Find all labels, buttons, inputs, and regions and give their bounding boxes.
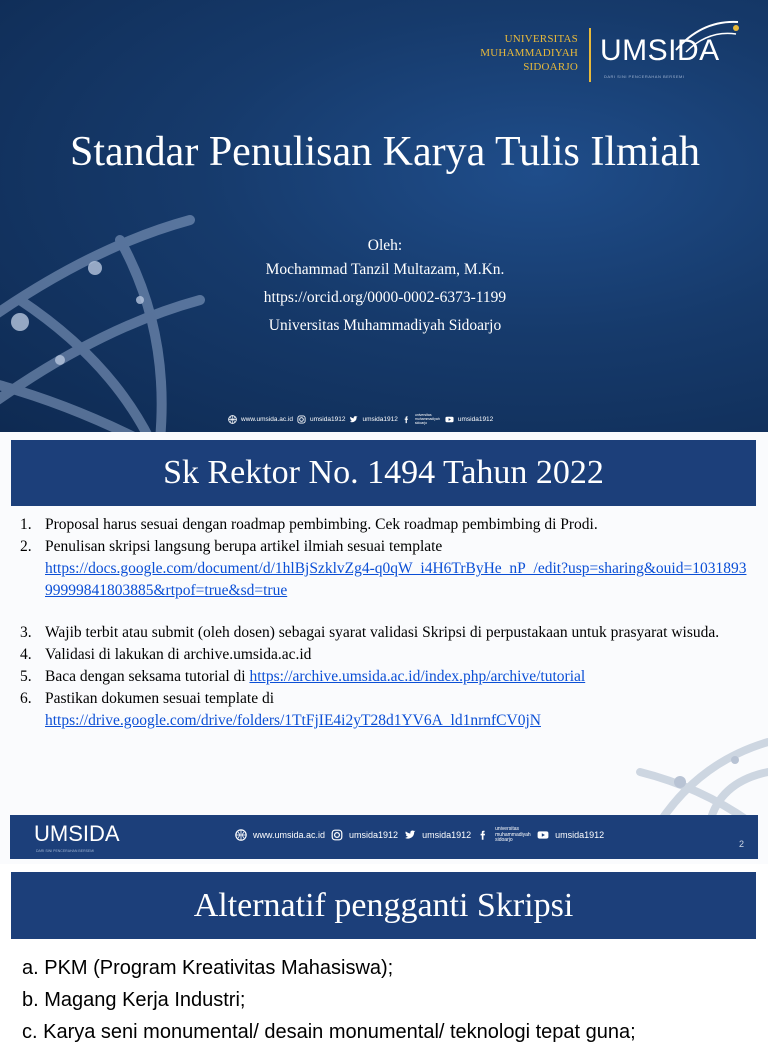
list-item [20,622,750,644]
slide-footer [10,815,758,859]
regulation-slide [0,432,768,864]
list-item [20,666,750,688]
globe-icon [235,829,247,841]
youtube-icon [537,829,549,841]
by-label: Oleh: [367,237,403,254]
social-links [235,827,604,844]
slide-header [11,440,756,506]
tutorial-link[interactable]: https://archive.umsida.ac.id/index.php/archive/tutorial [249,668,586,685]
item-text: Proposal harus sesuai dengan roadmap pembimbing. Cek roadmap pembimbing di Prodi. [45,516,598,533]
affiliation: Universitas Muhammadiyah Sidoarjo [268,317,502,334]
social-links [228,413,493,425]
slide-title: Alternatif pengganti Skripsi [193,887,574,924]
list-item [20,514,750,536]
youtube-handle: umsida1912 [457,415,494,423]
youtube-handle: umsida1912 [555,830,605,841]
instagram-icon [331,829,343,841]
institution-line: SIDOARJO [523,61,578,73]
facebook-icon [402,415,411,424]
instagram-icon [297,415,306,424]
twitter-handle: umsida1912 [422,830,472,841]
institution-name [440,32,578,74]
item-content [45,688,750,732]
item-number: 3. [20,624,32,641]
twitter-icon [404,829,416,841]
logo-tagline: DARI SINI PENCERAHAN BERSEMI [36,849,95,853]
item-text: Wajib terbit atau submit (oleh dosen) sebagai syarat validasi Skripsi di perpustakaan untuk prasyarat wisuda. [45,624,720,641]
twitter-icon [349,415,358,424]
item-number: 2. [20,538,32,555]
author-info [140,236,630,340]
item-number: 5. [20,668,32,685]
slide-title: Standar Penulisan Karya Tulis Ilmiah [70,129,700,175]
facebook-icon [477,829,489,841]
umsida-logo: UMSIDA [34,821,120,846]
list-item: c. Karya seni monumental/ desain monumental/ teknologi tepat guna; [22,1021,636,1043]
orcid-link: https://orcid.org/0000-0002-6373-1199 [263,289,507,306]
item-text: Validasi di lakukan di archive.umsida.ac.id [45,646,312,663]
slide-title: Sk Rektor No. 1494 Tahun 2022 [163,454,604,491]
facebook-name: universitas muhammadiyah sidoarjo [495,826,531,843]
logo-divider [589,28,591,82]
alternatives-list [22,952,636,1048]
item-text: Pastikan dokumen sesuai template di [45,690,275,707]
item-content [45,666,750,688]
facebook-name: universitas muhammadiyah sidoarjo [414,413,440,425]
slide-header [11,872,756,939]
network-decoration [640,732,768,822]
list-item [20,688,750,732]
list-item: a. PKM (Program Kreativitas Mahasiswa); [22,957,394,979]
globe-icon [228,415,237,424]
instagram-handle: umsida1912 [310,415,346,423]
institution-line: UNIVERSITAS [504,33,578,45]
author-name: Mochammad Tanzil Multazam, M.Kn. [265,261,505,278]
list-item: b. Magang Kerja Industri; [22,989,246,1011]
alternatives-slide [0,864,768,1043]
item-number: 1. [20,516,32,533]
template-folder-link[interactable]: https://drive.google.com/drive/folders/1TtFjIE4i2yT28d1YV6A_ld1nrnfCV0jN [45,712,541,729]
item-content [45,536,750,602]
item-text: Baca dengan seksama tutorial di [45,668,250,685]
umsida-logo: UMSIDA [600,34,720,67]
page-number: 2 [738,839,744,849]
template-doc-link[interactable]: https://docs.google.com/document/d/1hlBjSzklvZg4-q0qW_i4H6TrByHe_nP_/edit?usp=sharing&ouid=103189399999841803885&rtpof=true&sd=true [45,560,747,599]
instagram-handle: umsida1912 [349,830,399,841]
title-slide [0,0,768,432]
website-text: www.umsida.ac.id [253,830,326,841]
website-text: www.umsida.ac.id [241,415,294,423]
twitter-handle: umsida1912 [362,415,398,423]
logo-tagline: DARI SINI PENCERAHAN BERSEMI [604,74,685,79]
list-item [20,536,750,602]
youtube-icon [445,415,454,424]
regulation-list [20,514,750,732]
item-number: 6. [20,690,32,707]
institution-line: MUHAMMADIYAH [480,47,578,59]
item-number: 4. [20,646,32,663]
list-item [20,644,750,666]
item-text: Penulisan skripsi langsung berupa artikel ilmiah sesuai template [45,538,443,555]
